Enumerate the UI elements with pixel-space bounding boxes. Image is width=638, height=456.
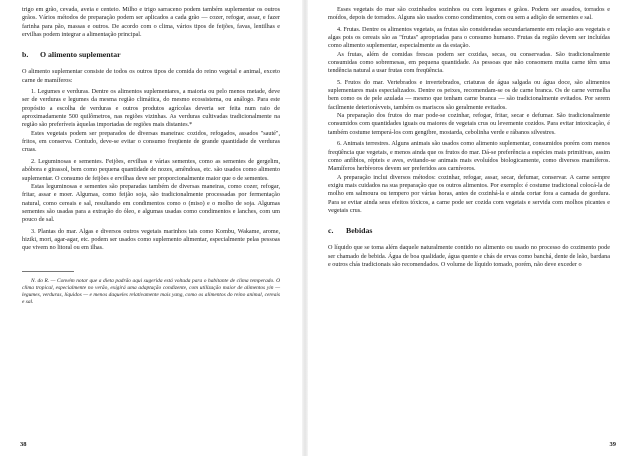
section-title: Bebidas xyxy=(346,226,373,236)
section-number: b. xyxy=(22,50,29,60)
item-paragraph: Estas leguminosas e sementes são preparadas também de diversas maneiras, como cozer, refogar, fritar, assar e moer. Algumas, como feijão soja, são tradicionalmente processadas por fermentação natural, como cereais e sal, resultando em condimentos como o (miso) e o molho de soja. Algumas sementes são usadas para a extração do óleo, e algumas usadas como condimentos e lanches, com um pouco de sal. xyxy=(22,182,280,224)
right-text-column xyxy=(328,6,610,269)
item-seafood xyxy=(328,79,610,137)
left-page xyxy=(0,0,300,456)
item-paragraph: As frutas, além de comidas frescas podem ser cozidas, secas, ou conservadas. São tradicionalmente consumidas como sobremesas, em pequena quantidade. As pessoas que não consomem muita carne têm uma tendência natural a usar frutas com freqüência. xyxy=(328,50,610,75)
item-fruits xyxy=(328,26,610,76)
item-legumes-seeds xyxy=(22,158,280,225)
item-paragraph: A preparação inclui diversos métodos: cozinhar, refogar, assar, secar, defumar, conservar. A carne sempre exigiu mais cuidados na sua preparação que os outros alimentos. Por exemplo: é costume tradicional colocá-la de molho em salmoura ou tempero por várias horas, antes de cozinhá-la e ainda cortar fora a camada de gordura. Para se evitar ainda seus efeitos tóxicos, a carne pode ser cozida com vegetais e servida com molhos picantes e vegetais crus. xyxy=(328,173,610,214)
section-heading-drinks xyxy=(328,226,610,235)
footnote xyxy=(22,278,280,306)
right-intro-paragraph: Esses vegetais do mar são cozinhados sozinhos ou com legumes e grãos. Podem ser assados, torrados e moídos, depois de torrados. Alguns são usados como condimentos, com ou sem a adição de sementes e sal. xyxy=(328,6,610,22)
item-paragraph: 6. Animais terrestres. Alguns animais são usados como alimento suplementar, consumidos porém com menos freqüência que vegetais, e menos ainda que os frutos do mar. Dá-se preferência a espécies mais primitivas, assim como anfíbios, répteis e aves, evitando-se animais mais evoluídos biologicamente, como diversos mamíferos. Mamíferos herbívoros devem ser preferidos aos carnívoros. xyxy=(328,140,610,173)
item-paragraph: 3. Plantas do mar. Algas e diversos outros vegetais marinhos tais como Kombu, Wakame, arome, hiziki, mori, agar-agar, etc. podem ser usados como suplemento alimentar, especialmente pelas pessoas que vivem no litoral ou em ilhas. xyxy=(22,227,280,252)
section-heading-supplementary xyxy=(22,50,280,59)
footnote-rule xyxy=(22,271,74,272)
item-paragraph: 5. Frutos do mar. Vertebrados e invertebrados, criaturas de água salgada ou água doce, são alimentos suplementares mais especializados. Dentre os peixes, recomendam-se os de carne branca. Os de carne vermelha bem como os de pele azulada — mesmo que tenham carne branca — são tradicionalmente evitados. Por serem facilmente deteriorávveis, também os mariscos são geralmente evitados. xyxy=(328,78,610,111)
right-page xyxy=(308,0,638,456)
item-paragraph: Estes vegetais podem ser preparados de diversas maneiras: cozidos, refogados, assados "sauté", fritos, em conserva. Contudo, deve-se evitar o consumo freqüente de grande quantidade de verduras cruas. xyxy=(22,129,280,154)
page-number-right: 39 xyxy=(609,441,616,448)
footnote-text: N. do R. — Convém notar que a dieta padrão aqui sugerida está voltada para o habitante de clima temperado. O clima tropical, especialmente no verão, exigirá uma adaptação condizente, com utilização maior de alimentos yin — legumes, verduras, líquidos — e menos daqueles relativamente mais yang, como os alimentos do reino animal, cereais e sal. xyxy=(22,277,280,305)
left-text-column xyxy=(22,6,280,306)
item-paragraph: Na preparação dos frutos do mar pode-se cozinhar, refogar, fritar, secar e defumar. São tradicionalmente consumidos com quantidades iguais ou maiores de vegetais crus ou levemente cozidos. Para evitar intoxicação, é também costume temperá-los com gengibre, mostarda, cebolinha verde e rábanos silvestres. xyxy=(328,112,610,136)
item-paragraph: 2. Leguminosas e sementes. Feijões, ervilhas e várias sementes, como as sementes de gergelim, abóbora e girassol, bem como pequena quantidade de nozes, amêndoas, etc. são usados como alimento suplementar. O consumo de feijões e ervilhas deve ser proporcionalmente maior que o de sementes. xyxy=(22,157,280,182)
drinks-paragraph: O líquido que se toma além daquele naturalmente contido no alimento ou usado no processo do cozimento pode ser chamado de bebida. Água de boa qualidade, água quente e chás de ervas como banchá, dente de leão, bardana e outros chás tradicionais são recomendados. O volume de líquido tomado, porém, não deve exceder o xyxy=(328,244,610,268)
section-number: c. xyxy=(328,226,334,236)
item-land-animals xyxy=(328,140,610,215)
section-title: O alimento suplementar xyxy=(40,50,121,60)
left-intro-paragraph: trigo em grão, cevada, aveia e centeio. Milho e trigo sarraceno podem também suplementar os outros grãos. Vários métodos de preparação podem ser aplicados a cada grão — cozer, refogar, assar, e fazer farinha para pão, massas e outros. De acordo com o clima, vários tipos de feijões, favas, lentilhas e ervilhas podem integrar a alimentação principal. xyxy=(22,6,280,39)
page-number-left: 38 xyxy=(20,441,27,448)
item-sea-plants xyxy=(22,228,280,253)
item-vegetables xyxy=(22,88,280,155)
supplementary-intro-paragraph: O alimento suplementar consiste de todos os outros tipos de comida do reino vegetal e animal, exceto carne de mamíferos: xyxy=(22,68,280,84)
item-paragraph: 4. Frutas. Dentre os alimentos vegetais, as frutas são consideradas secundariamente em relação aos vegetais e algas pois os cereais são as "frutas" apropriadas para o consumo humano. Frutas da região devem ser incluídas como alimento suplementar, especialmente as da estação. xyxy=(328,25,610,50)
item-paragraph: 1. Legumes e verduras. Dentre os alimentos suplementares, a maioria ou pelo menos metade, deve ser de verduras e legumes da mesma região climática, do mesmo ecossistema, ou análogo. Para este propósito a escolha de verduras e outros produtos agrícolas deveria ser feita num raio de aproximadamente 500 quilômetros, nas regiões vizinhas. As verduras cultivadas tradicionalmente na região são preferíveis àquelas importadas de regiões mais distantes.* xyxy=(22,88,280,129)
